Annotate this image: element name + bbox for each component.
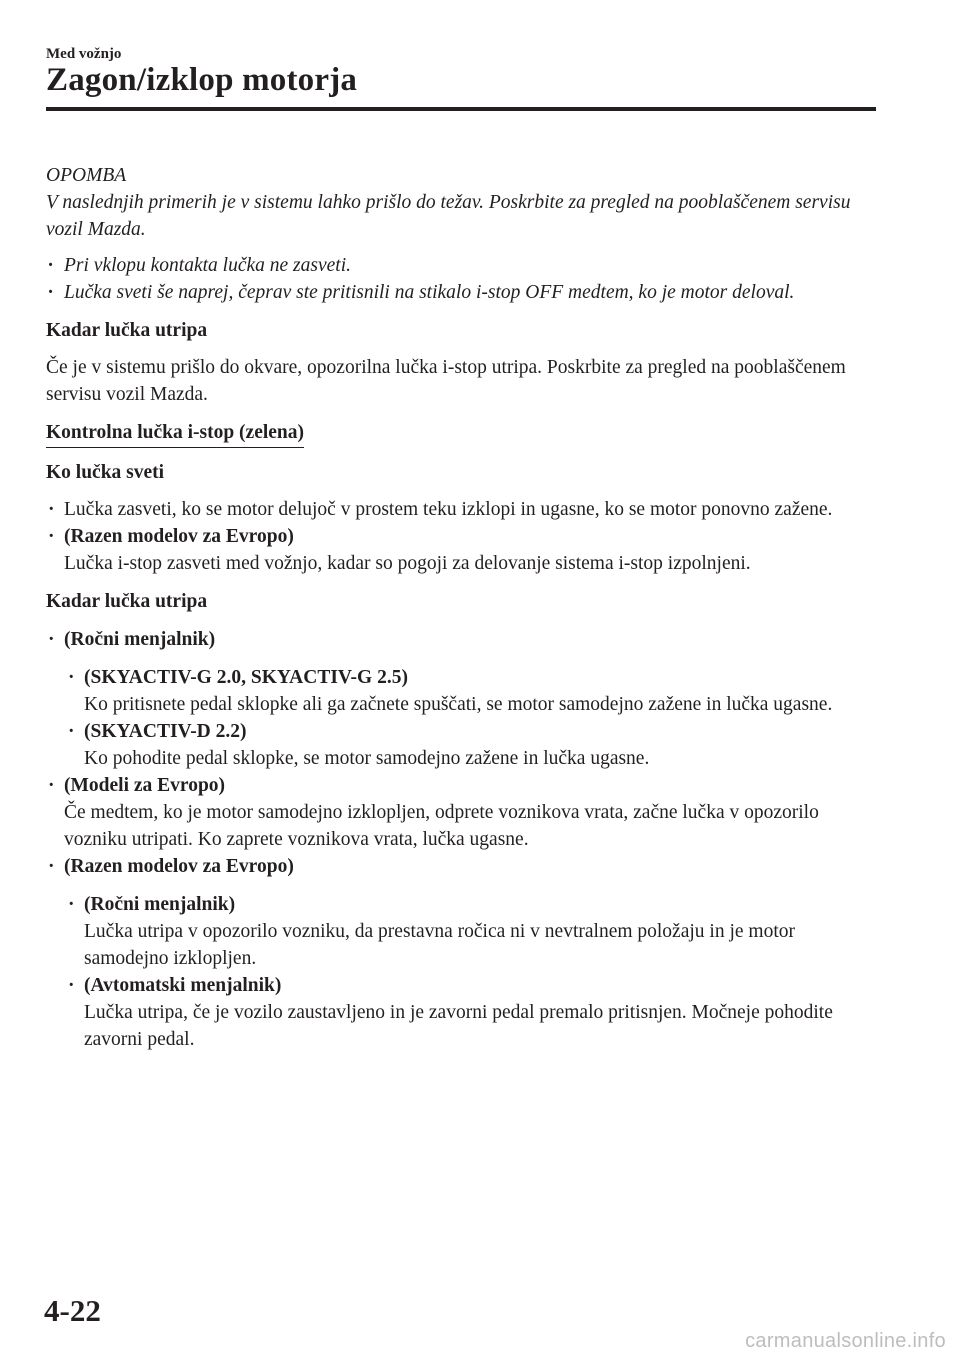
manual-block [46, 626, 882, 772]
non-europe-sub-text: Lučka utripa v opozorilo vozniku, da prestavna ročica ni v nevtralnem položaju in je motor samodejno izklopljen. [84, 921, 795, 969]
lamp-on-item [46, 523, 882, 577]
lamp-on-item-title: · (Razen modelov za Evropo) [64, 526, 294, 547]
page-content [46, 162, 882, 1053]
non-europe-sub-item [66, 891, 882, 972]
manual-sub-text: Ko pohodite pedal sklopke, se motor samodejno zažene in lučka ugasne. [84, 748, 650, 769]
title-divider [46, 107, 876, 111]
page-number: 4-22 [44, 1293, 101, 1328]
lamp-on-item: · Lučka zasveti, ko se motor delujoč v prostem teku izklopi in ugasne, ko se motor ponovno zažene. [46, 496, 882, 523]
europe-block [46, 772, 882, 853]
manual-sub-title: · (SKYACTIV-G 2.0, SKYACTIV-G 2.5) [84, 667, 408, 688]
manual-title: · (Ročni menjalnik) [46, 626, 882, 653]
note-label: OPOMBA [46, 165, 127, 186]
chapter-title: Zagon/izklop motorja [46, 62, 358, 98]
non-europe-sub-title: · (Avtomatski menjalnik) [84, 975, 282, 996]
note-intro: V naslednjih primerih je v sistemu lahko prišlo do težav. Poskrbite za pregled na pooblaščenem servisu vozil Mazda. [46, 192, 851, 240]
note-block [46, 162, 882, 306]
manual-sub-text: Ko pritisnete pedal sklopke ali ga začnete spuščati, se motor samodejno zažene in lučka ugasne. [84, 694, 833, 715]
blink-heading: Kadar lučka utripa [46, 320, 208, 341]
indicator-heading: Kontrolna lučka i-stop (zelena) [46, 421, 304, 448]
lamp-on-heading: Ko lučka sveti [46, 462, 165, 483]
watermark: carmanualsonline.info [745, 1330, 946, 1352]
section-label: Med vožnjo [46, 46, 122, 62]
lamp-on-item-text: Lučka i-stop zasveti med vožnjo, kadar so pogoji za delovanje sistema i-stop izpolnjeni. [64, 553, 751, 574]
non-europe-title: · (Razen modelov za Evropo) [46, 853, 882, 880]
non-europe-block [46, 853, 882, 1053]
manual-sub-item [66, 718, 882, 772]
note-item: · Lučka sveti še naprej, čeprav ste pritisnili na stikalo i-stop OFF medtem, ko je motor deloval. [46, 279, 882, 306]
manual-sub-title: · (SKYACTIV-D 2.2) [84, 721, 247, 742]
blink-text: Če je v sistemu prišlo do okvare, opozorilna lučka i-stop utripa. Poskrbite za pregled na pooblaščenem servisu vozil Mazda. [46, 357, 846, 405]
europe-title: · (Modeli za Evropo) [64, 775, 226, 796]
note-item: · Pri vklopu kontakta lučka ne zasveti. [46, 252, 882, 279]
lamp-blink-heading: Kadar lučka utripa [46, 591, 208, 612]
non-europe-sub-title: · (Ročni menjalnik) [84, 894, 236, 915]
non-europe-sub-item [66, 972, 882, 1053]
manual-sub-item [66, 664, 882, 718]
europe-text: Če medtem, ko je motor samodejno izklopljen, odprete voznikova vrata, začne lučka v opozorilo vozniku utripati. Ko zaprete voznikova vrata, lučka ugasne. [64, 802, 819, 850]
non-europe-sub-text: Lučka utripa, če je vozilo zaustavljeno in je zavorni pedal premalo pritisnjen. Močneje pohodite zavorni pedal. [84, 1002, 833, 1050]
